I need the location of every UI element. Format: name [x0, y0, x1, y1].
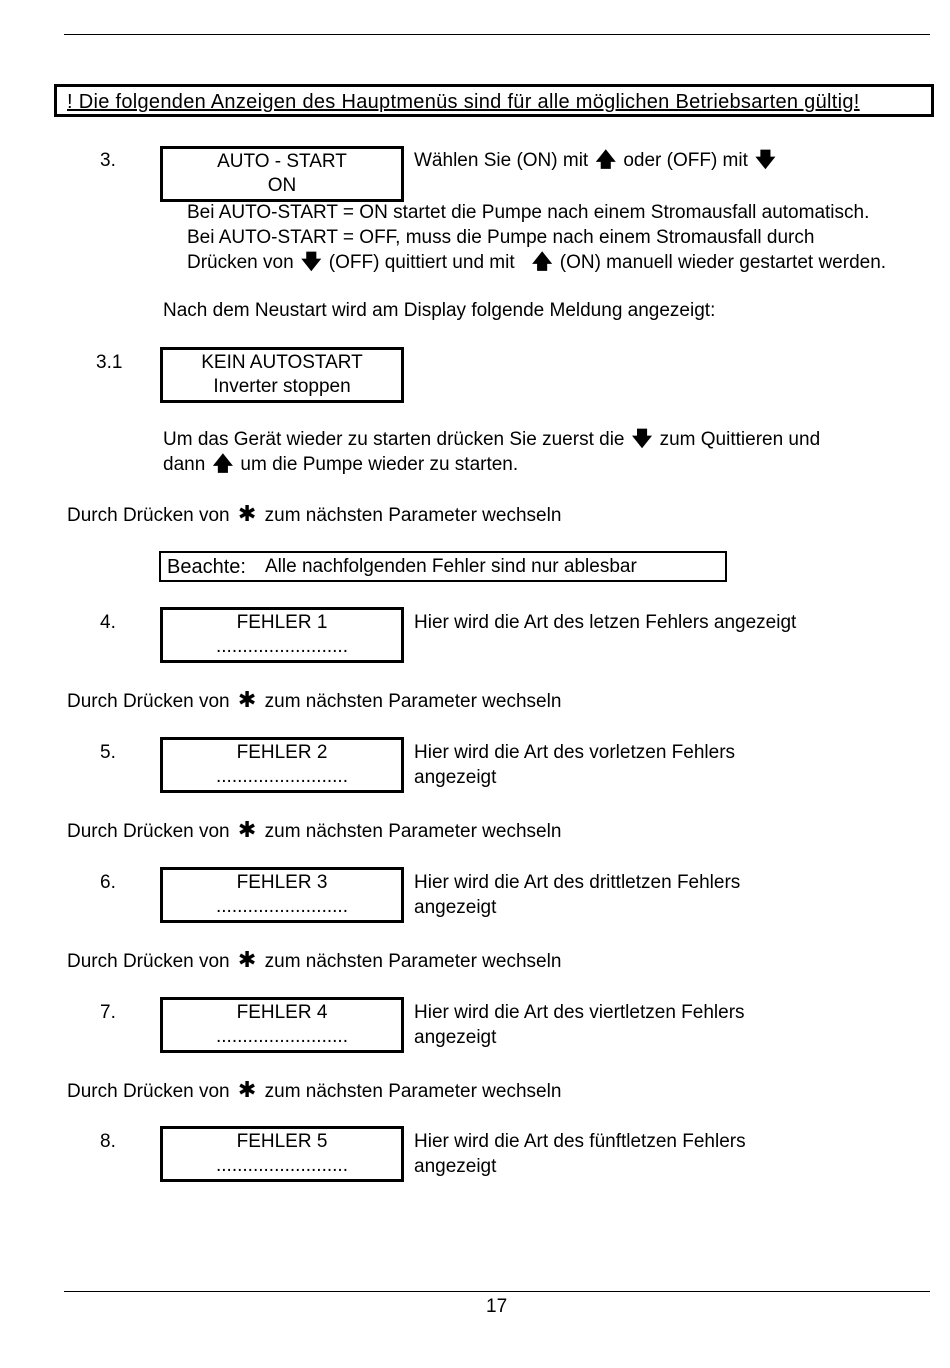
choose-text-b: oder (OFF) mit [623, 150, 748, 171]
note-text: Alle nachfolgenden Fehler sind nur ablesbar [265, 556, 637, 577]
display-line-1: FEHLER 3 [236, 872, 328, 893]
arrow-up-icon: 🡅 [595, 149, 617, 171]
fault-description: Hier wird die Art des fünftletzen Fehlers [414, 1131, 746, 1152]
next-parameter-text [67, 949, 561, 973]
note-box [159, 551, 727, 582]
display-line-1: AUTO - START [217, 151, 347, 172]
display-fehler-5 [160, 1126, 404, 1182]
display-line-1: FEHLER 1 [236, 612, 328, 633]
auto-start-off-text: Bei AUTO-START = OFF, muss die Pumpe nach einem Stromausfall durch [187, 227, 815, 248]
display-line-2: ......................... [216, 766, 348, 787]
fault-number: 4. [100, 612, 116, 633]
warning-box [54, 84, 934, 117]
fault-description-2: angezeigt [414, 897, 497, 918]
display-line-1: FEHLER 4 [236, 1002, 328, 1023]
fault-description: Hier wird die Art des letzen Fehlers angezeigt [414, 612, 797, 633]
press-text: Durch Drücken von [67, 1081, 230, 1102]
choose-text-a: Wählen Sie (ON) mit [414, 150, 589, 171]
star-icon: ✱ [237, 817, 257, 842]
display-kein-autostart [160, 347, 404, 403]
arrow-up-icon: 🡅 [212, 453, 234, 475]
display-fehler-3 [160, 867, 404, 923]
display-line-2: ......................... [216, 636, 348, 657]
choose-instruction [414, 150, 778, 172]
restart-instruction-1 [163, 429, 820, 451]
section-3-number: 3. [100, 150, 116, 171]
fault-description-2: angezeigt [414, 767, 497, 788]
fault-description-2: angezeigt [414, 1027, 497, 1048]
display-line-1: KEIN AUTOSTART [201, 352, 363, 373]
fault-description-2: angezeigt [414, 1156, 497, 1177]
arrow-down-icon: 🡇 [631, 428, 653, 450]
restart-text-b: zum Quittieren und [659, 429, 821, 450]
display-line-2: ......................... [216, 1155, 348, 1176]
arrow-down-icon: 🡇 [755, 149, 776, 171]
next-parameter-text [67, 689, 561, 713]
star-icon: ✱ [237, 501, 257, 526]
arrow-up-icon: 🡅 [531, 251, 553, 273]
display-line-1: FEHLER 2 [236, 742, 328, 763]
auto-start-on-text: Bei AUTO-START = ON startet die Pumpe nach einem Stromausfall automatisch. [187, 202, 870, 223]
fault-number: 7. [100, 1002, 116, 1023]
acknowledge-text: (OFF) quittiert und mit [328, 252, 515, 273]
next-parameter-text [67, 819, 561, 843]
restart-manual-text: (ON) manuell wieder gestartet werden. [559, 252, 887, 273]
footer-rule [64, 1291, 930, 1292]
next-param-label: zum nächsten Parameter wechseln [264, 821, 562, 842]
fault-description: Hier wird die Art des viertletzen Fehlers [414, 1002, 745, 1023]
fault-description: Hier wird die Art des drittletzen Fehlers [414, 872, 741, 893]
next-parameter-text [67, 1079, 561, 1103]
press-text: Durch Drücken von [67, 821, 230, 842]
press-text: Durch Drücken von [67, 505, 230, 526]
press-text: Durch Drücken von [67, 951, 230, 972]
star-icon: ✱ [237, 687, 257, 712]
note-keyword: Beachte: [167, 556, 246, 578]
fault-number: 8. [100, 1131, 116, 1152]
then-text: dann [163, 454, 206, 475]
fault-description: Hier wird die Art des vorletzen Fehlers [414, 742, 736, 763]
header-rule [64, 34, 930, 35]
arrow-down-icon: 🡇 [300, 251, 322, 273]
page-number: 17 [486, 1296, 508, 1317]
restart-text-a: Um das Gerät wieder zu starten drücken Sie zuerst die [163, 429, 625, 450]
restart-instruction-2 [163, 454, 518, 476]
warning-text: ! Die folgenden Anzeigen des Hauptmenüs sind für alle möglichen Betriebsarten gültig! [67, 91, 860, 113]
display-line-2: ......................... [216, 896, 348, 917]
star-icon: ✱ [237, 1077, 257, 1102]
display-fehler-1 [160, 607, 404, 663]
display-fehler-4 [160, 997, 404, 1053]
display-line-2: ......................... [216, 1026, 348, 1047]
next-parameter-text [67, 503, 561, 527]
restart-pump-text: um die Pumpe wieder zu starten. [240, 454, 519, 475]
next-param-label: zum nächsten Parameter wechseln [264, 1081, 562, 1102]
fault-number: 5. [100, 742, 116, 763]
next-param-label: zum nächsten Parameter wechseln [264, 505, 562, 526]
auto-start-off-text-2 [187, 252, 886, 274]
display-line-1: FEHLER 5 [236, 1131, 328, 1152]
fault-number: 6. [100, 872, 116, 893]
display-line-2: ON [267, 175, 297, 196]
display-auto-start [160, 146, 404, 202]
press-text: Durch Drücken von [67, 691, 230, 712]
next-param-label: zum nächsten Parameter wechseln [264, 691, 562, 712]
display-line-2: Inverter stoppen [213, 376, 351, 397]
restart-message-text: Nach dem Neustart wird am Display folgende Meldung angezeigt: [163, 300, 716, 321]
star-icon: ✱ [237, 947, 257, 972]
display-fehler-2 [160, 737, 404, 793]
section-3-1-number: 3.1 [96, 352, 123, 373]
press-text: Drücken von [187, 252, 294, 273]
next-param-label: zum nächsten Parameter wechseln [264, 951, 562, 972]
